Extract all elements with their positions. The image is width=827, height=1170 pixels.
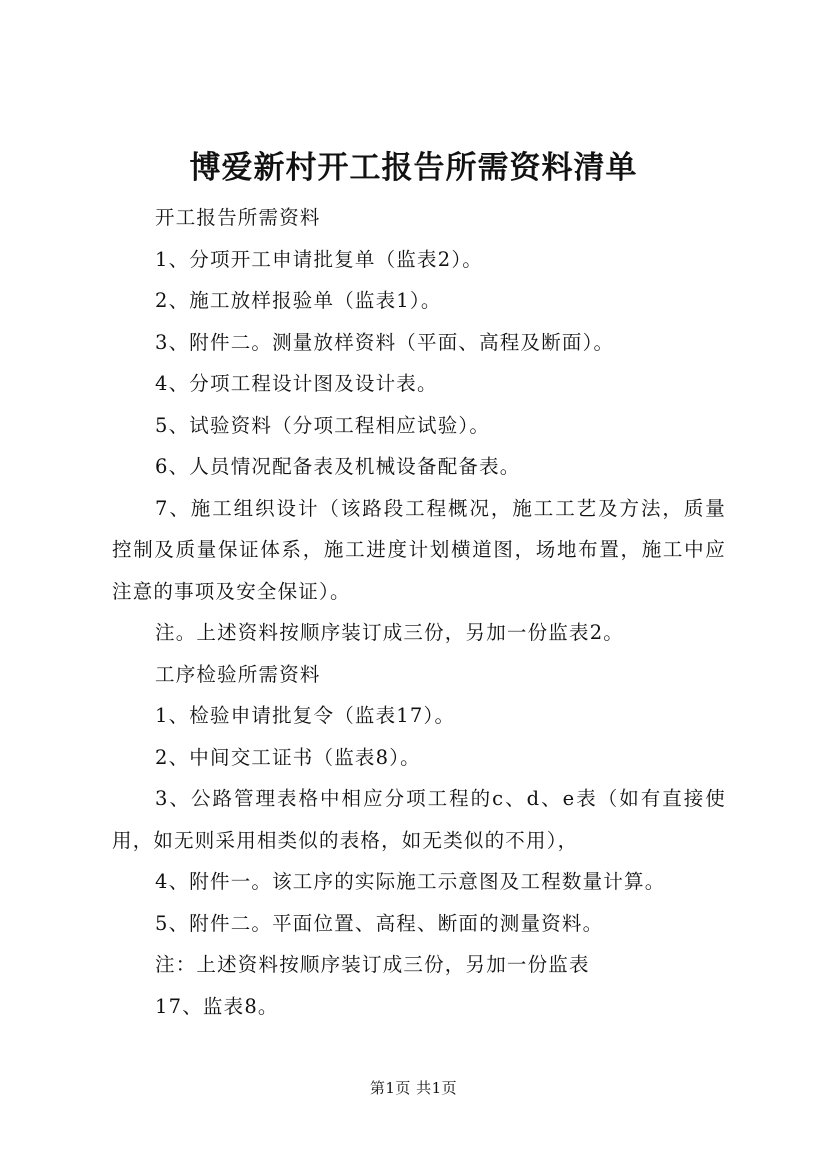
note-paragraph: 注。上述资料按顺序装订成三份，另加一份监表2。 <box>155 621 625 644</box>
list-item: 5、试验资料（分项工程相应试验）。 <box>155 413 491 437</box>
list-item: 4、分项工程设计图及设计表。 <box>155 372 438 395</box>
list-item: 2、施工放样报验单（监表1）。 <box>155 289 442 312</box>
list-item: 2、中间交工证书（监表8）。 <box>155 745 421 769</box>
document-title: 博爱新村开工报告所需资料清单 <box>189 150 638 186</box>
list-item: 6、人员情况配备表及机械设备配备表。 <box>155 455 521 478</box>
list-item: 7、施工组织设计（该路段工程概况，施工工艺及方法，质量控制及质量保证体系，施工进度计划横道图，场地布置，施工中应注意的事项及安全保证）。 <box>112 496 726 603</box>
note-paragraph: 注：上述资料按顺序装订成三份，另加一份监表 <box>155 953 590 976</box>
page-number-footer: 第1页 共1页 <box>369 1079 458 1097</box>
list-item: 5、附件二。平面位置、高程、断面的测量资料。 <box>155 911 604 935</box>
note-continuation: 17、监表8。 <box>155 994 279 1018</box>
list-item: 1、检验申请批复令（监表17）。 <box>155 704 456 727</box>
document-body <box>112 197 726 1027</box>
section-heading-start-report: 开工报告所需资料 <box>155 206 321 229</box>
list-item: 1、分项开工申请批复单（监表2）。 <box>155 247 483 271</box>
section-heading-process-inspection: 工序检验所需资料 <box>155 662 321 686</box>
list-item: 4、附件一。该工序的实际施工示意图及工程数量计算。 <box>155 870 666 893</box>
list-item: 3、附件二。测量放样资料（平面、高程及断面）。 <box>155 330 615 354</box>
list-item: 3、公路管理表格中相应分项工程的c、d、e表（如有直接使用，如无则采用相类似的表格，如无类似的不用）， <box>112 787 726 852</box>
